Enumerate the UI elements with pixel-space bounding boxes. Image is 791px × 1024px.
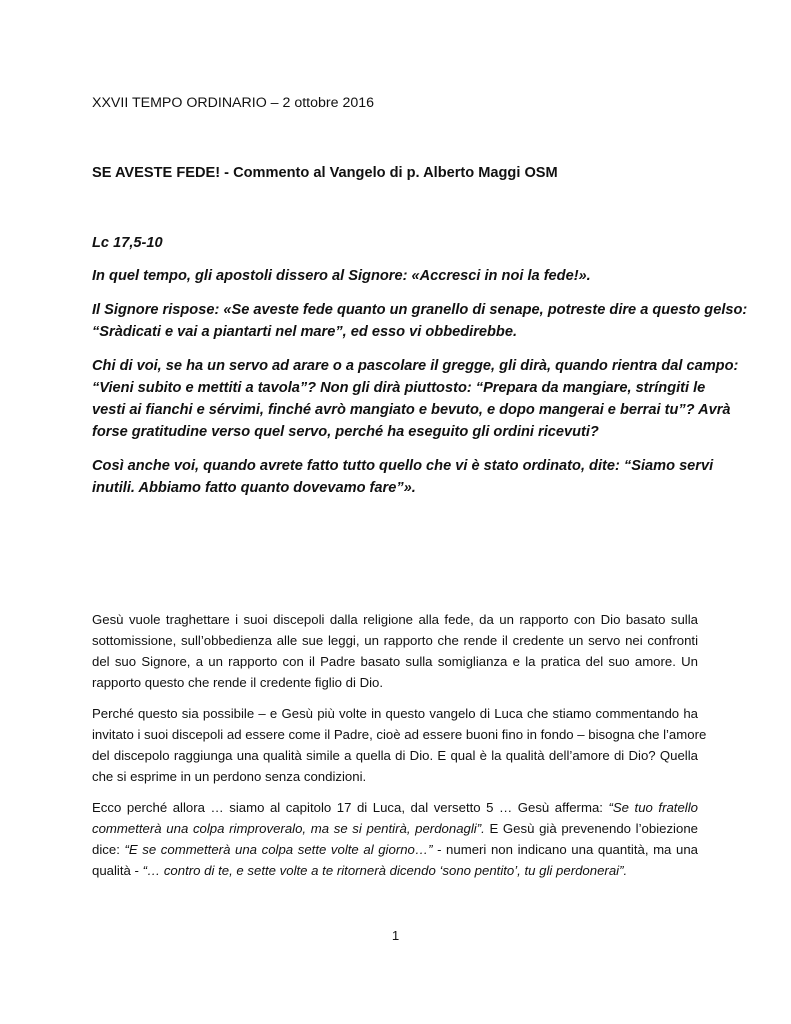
gospel-verse-line: forse gratitudine verso quel servo, perché ha eseguito gli ordini ricevuti? [92,424,599,440]
date-line: XXVII TEMPO ORDINARIO – 2 ottobre 2016 [92,95,375,111]
quote-text: “… contro di te, e sette volte a te ritornerà dicendo ‘sono pentito’, tu gli perdonerai”. [142,863,628,878]
commentary-text: E Gesù già prevenendo l’obiezione [484,821,698,836]
commentary-text: dice: [92,842,125,857]
gospel-verse-line: Chi di voi, se ha un servo ad arare o a pascolare il gregge, gli dirà, quando rientra dal campo: [92,358,739,374]
commentary-line [92,840,698,860]
gospel-verse-line: “Vieni subito e mettiti a tavola”? Non gli dirà piuttosto: “Prepara da mangiare, stríngiti le [92,380,706,396]
commentary-line: Gesù vuole traghettare i suoi discepoli dalla religione alla fede, da un rapporto con Dio basato sulla [92,612,698,627]
gospel-verse-line: Il Signore rispose: «Se aveste fede quanto un granello di senape, potreste dire a questo gelso: [92,302,748,318]
quote-text: “E se commetterà una colpa sette volte al giorno…” [124,842,433,857]
gospel-verse-line: vesti ai fianchi e sérvimi, finché avrò mangiato e bevuto, e dopo mangerai e berrai tu”? Avrà [92,402,731,418]
commentary-text: qualità - [92,863,143,878]
gospel-reference: Lc 17,5-10 [92,235,163,251]
commentary-line: del discepolo raggiunga una qualità simile a quella di Dio. E qual è la qualità dell’amore di Dio? Quella [92,748,698,763]
commentary-text: - numeri non indicano una quantità, ma una [432,842,698,857]
gospel-verse-line: Così anche voi, quando avrete fatto tutto quello che vi è stato ordinato, dite: “Siamo servi [92,458,714,474]
commentary-line: del suo Signore, a un rapporto con il Padre basato sulla somiglianza e la pratica del suo amore. Un [92,654,698,669]
commentary-line: che si esprime in un perdono senza condizioni. [92,769,367,784]
commentary-line: Perché questo sia possibile – e Gesù più volte in questo vangelo di Luca che stiamo commentando ha [92,706,698,721]
document-title: SE AVESTE FEDE! - Commento al Vangelo di p. Alberto Maggi OSM [92,165,558,181]
gospel-verse-line: inutili. Abbiamo fatto quanto dovevamo fare”». [92,480,416,496]
gospel-verse-line: In quel tempo, gli apostoli dissero al Signore: «Accresci in noi la fede!». [92,268,591,284]
commentary-line [92,798,698,818]
commentary-line: rapporto questo che rende il credente figlio di Dio. [92,675,384,690]
quote-text: “Se tuo fratello [608,800,698,815]
commentary-line [92,861,698,881]
page-number: 1 [391,928,400,943]
gospel-verse-line: “Sràdicati e vai a piantarti nel mare”, ed esso vi obbedirebbe. [92,324,517,340]
commentary-line [92,819,698,839]
commentary-line: sottomissione, sull’obbedienza alle sue leggi, un rapporto che rende il credente un servo nei confronti [92,633,698,648]
commentary-text: Ecco perché allora … siamo al capitolo 17 di Luca, dal versetto 5 … Gesù afferma: [92,800,609,815]
commentary-line: invitato i suoi discepoli ad essere come il Padre, cioè ad essere buoni fino in fondo – bisogna che l’amore [92,727,707,742]
quote-text: commetterà una colpa rimproveralo, ma se si pentirà, perdonagli”. [92,821,485,836]
